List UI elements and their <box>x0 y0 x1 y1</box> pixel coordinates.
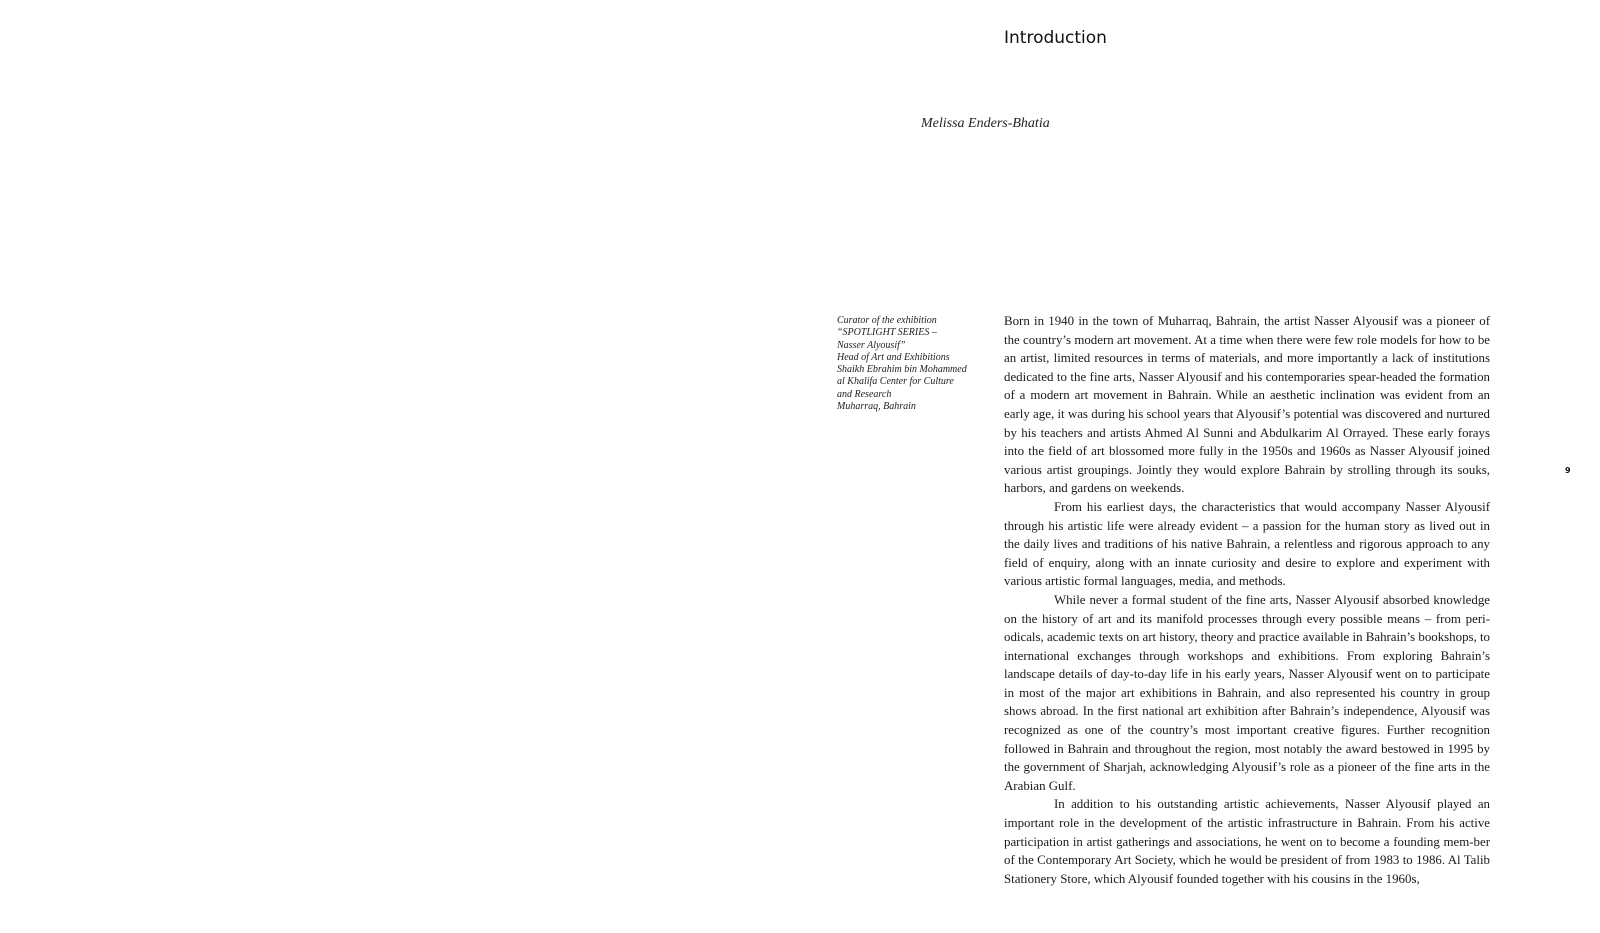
sidenote-line: “SPOTLIGHT SERIES – <box>837 327 937 339</box>
sidenote-line: Muharraq, Bahrain <box>837 401 916 413</box>
sidenote-line: Nasser Alyousif” <box>837 339 906 351</box>
body-paragraph: Born in 1940 in the town of Muharraq, Bahrain, the artist Nasser Alyousif was a pioneer of the country’s modern art movement. At a time when there were few role models for how to be an artist, limited resources in terms of materials, and more importantly a lack of institutions dedicated to the fine arts, Nasser Alyousif and his contemporaries spear-headed the formation of a modern art movement in Bahrain. While an aesthetic inclination was evident from an early age, it was during his school years that Alyousif’s potential was discovered and nurtured by his teachers and artists Ahmed Al Sunni and Abdulkarim Al Orrayed. These early forays into the field of art blossomed more fully in the 1950s and 1960s as Nasser Alyousif joined various artist groupings. Jointly they would explore Bahrain by strolling through its souks, harbors, and gardens on weekends. <box>1004 314 1490 496</box>
sidenote-line: and Research <box>837 388 892 400</box>
page-title: Introduction <box>1004 28 1107 48</box>
body-text <box>1004 312 1490 888</box>
page-number: 9 <box>1565 466 1571 475</box>
sidenote-line: Head of Art and Exhibitions <box>837 351 950 363</box>
author-sidenote <box>837 315 987 413</box>
author-name: Melissa Enders-Bhatia <box>921 116 1050 131</box>
sidenote-line: Shaikh Ebrahim bin Mohammed <box>837 364 967 376</box>
sidenote-line: al Khalifa Center for Culture <box>837 376 954 388</box>
sidenote-line: Curator of the exhibition <box>837 315 937 326</box>
body-paragraph: In addition to his outstanding artistic achievements, Nasser Alyousif played an important role in the development of the artistic infrastructure in Bahrain. From his active participation in artist gatherings and associations, he went on to become a founding mem-ber of the Contemporary Art Society, which he would be president of from 1983 to 1986. Al Talib Stationery Store, which Alyousif founded together with his cousins in the 1960s, <box>1004 797 1490 886</box>
body-paragraph: While never a formal student of the fine arts, Nasser Alyousif absorbed knowledge on the history of art and its manifold processes through every possible means – from peri-odicals, academic texts on art history, theory and practice available in Bahrain’s bookshops, to international exchanges through workshops and exhibitions. From exploring Bahrain’s landscape details of day-to-day life in his early years, Nasser Alyousif went on to participate in most of the major art exhibitions in Bahrain, and also represented his country in group shows abroad. In the first national art exhibition after Bahrain’s independence, Alyousif was recognized as one of the country’s most important creative figures. Further recognition followed in Bahrain and throughout the region, most notably the award bestowed in 1995 by the government of Sharjah, acknowledging Alyousif’s role as a pioneer of the fine arts in the Arabian Gulf. <box>1004 592 1490 793</box>
body-paragraph: From his earliest days, the characteristics that would accompany Nasser Alyousif through his artistic life were already evident – a passion for the human story as lived out in the daily lives and traditions of his native Bahrain, a relentless and rigorous approach to any field of enquiry, along with an innate curiosity and desire to explore and experiment with various artistic formal languages, media, and methods. <box>1004 499 1490 589</box>
